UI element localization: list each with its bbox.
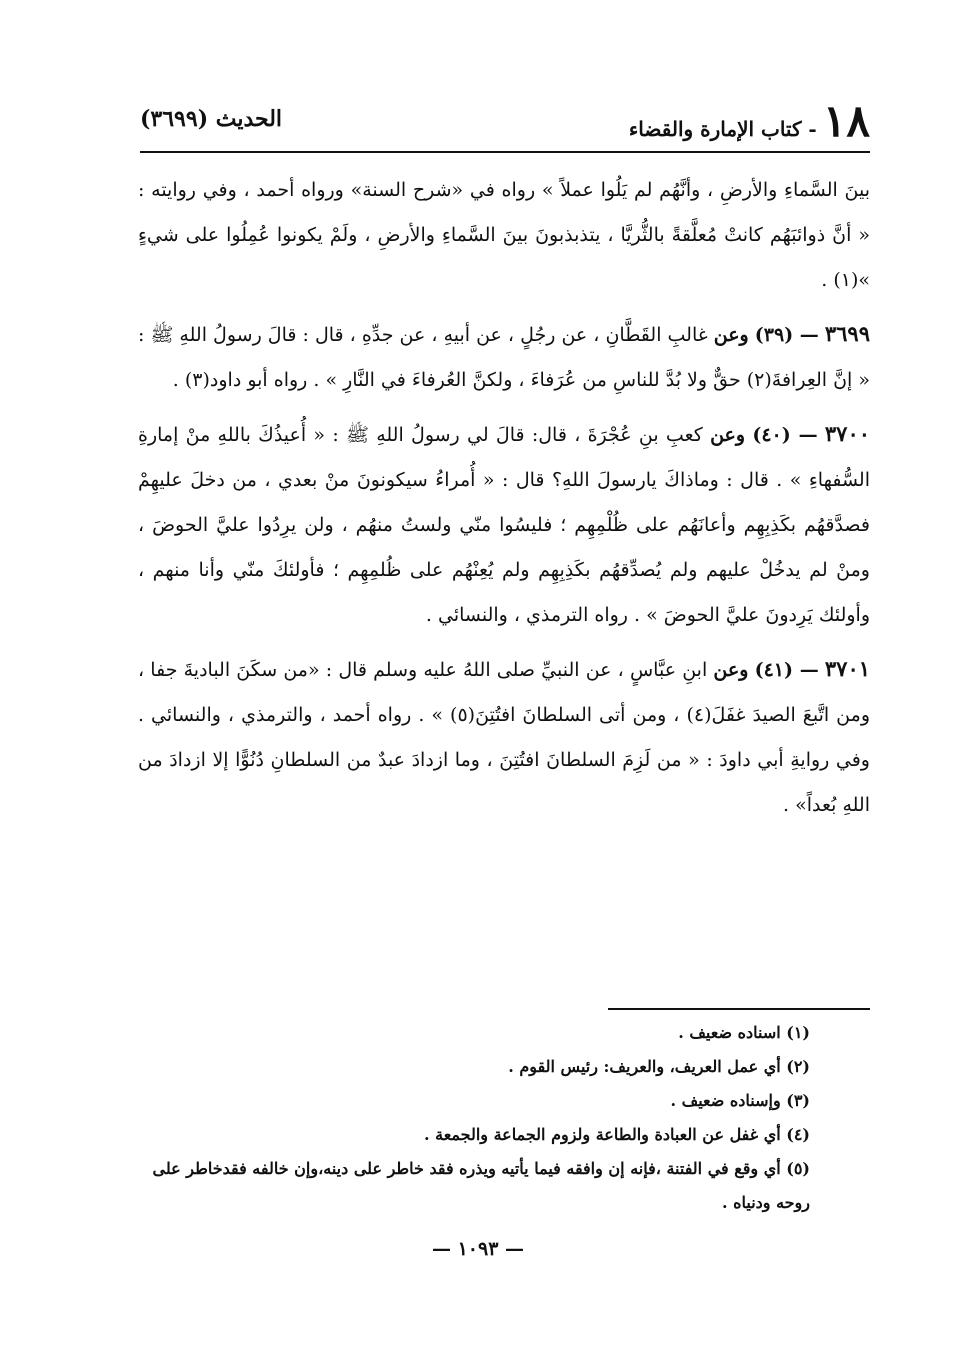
- paragraph-text: غالبِ القَطَّانِ ، عن رجُلٍ ، عن أبيهِ ، عن جدِّهِ ، قال : قالَ رسولُ اللهِ ﷺ : « إنَّ العِرافةَ(٢) حقٌّ ولا بُدَّ للناسِ من عُرَفاءَ ، ولكنَّ العُرفاءَ في النَّارِ » . رواه أبو داود(٣) .: [138, 324, 870, 391]
- footnotes: [120, 1016, 810, 1220]
- paragraph-text: ابنِ عبَّاسٍ ، عن النبيِّ صلى اللهُ عليه وسلم قال : «من سكَنَ الباديةَ جفا ، ومن اتَّبعَ الصيدَ غفَلَ(٤) ، ومن أتى السلطانَ افتُتِنَ(٥) » . رواه أحمد ، والترمذي ، والنسائي . وفي روايةِ أبي داودَ : « من لَزِمَ السلطانَ افتُتِنَ ، وما ازدادَ عبدٌ من السلطانِ دُنُوًّا إلا ازدادَ من اللهِ بُعداً» .: [138, 659, 870, 816]
- hadith-3699: [138, 311, 870, 403]
- running-head: الحديث (٣٦٩٩): [140, 106, 283, 132]
- paragraph-continuation: [138, 168, 870, 303]
- footnote-1: (١) اسناده ضعيف .: [678, 1023, 810, 1042]
- hadith-number: ٣٧٠٠: [824, 421, 871, 446]
- hadith-intro: وعن: [713, 659, 749, 681]
- chapter-title: - كتاب الإمارة والقضاء: [628, 117, 817, 141]
- footnote-4: (٤) أي غفل عن العبادة والطاعة ولزوم الجماعة والجمعة .: [423, 1125, 810, 1144]
- hadith-sequence: — (٤١): [754, 659, 819, 681]
- chapter-number: ١٨: [822, 96, 870, 147]
- hadith-intro: وعن: [710, 424, 746, 446]
- header-rule: [140, 151, 870, 153]
- hadith-3701: [138, 646, 870, 828]
- page-header: [140, 92, 870, 152]
- paragraph-text: كعبِ بنِ عُجْرَةَ ، قال: قالَ لي رسولُ اللهِ ﷺ : « أُعيذُكَ باللهِ منْ إمارةِ السُّفهاءِ » . قال : وماذاكَ يارسولَ اللهِ؟ قال : « أُمراءُ سيكونونَ منْ بعدي ، من دخلَ عليهِمْ فصدَّقهُم بكَذِبِهِم وأعانَهُم على ظُلْمِهِم ؛ فليسُوا منّي ولستُ منهُم ، ولن يرِدُوا عليَّ الحوضَ ، ومنْ لم يدخُلْ عليهم ولم يُصدِّقهُم بكَذِبِهِم ولم يُعِنْهُم على ظُلمِهِم ؛ فأولئكَ منّي وأنا منهم ، وأولئك يَرِدونَ عليَّ الحوضَ » . رواه الترمذي ، والنسائي .: [138, 424, 870, 626]
- paragraph-text: بينَ السَّماءِ والأرضِ ، وأنَّهُم لم يَلُوا عملاً » رواه في «شرح السنة» ورواه أحمد ، وفي روايته : « أنَّ ذوائبَهُم كانتْ مُعلَّقةً بالثُّريَّا ، يتذبذبونَ بينَ السَّماءِ والأرضِ ، ولَمْ يكونوا عُمِلُوا على شيءٍ »(١) .: [138, 179, 870, 291]
- footnote-5: (٥) أي وقع في الفتنة ،فإنه إن وافقه فيما يأتيه ويذره فقد خاطر على دينه،وإن خالفه فقدخاطر على روحه ودنياه .: [152, 1159, 810, 1212]
- hadith-number: ٣٦٩٩: [824, 321, 870, 346]
- footnote-3: (٣) وإسناده ضعيف .: [670, 1091, 810, 1110]
- body-text: [138, 168, 870, 836]
- hadith-sequence: — (٤٠): [752, 424, 818, 446]
- hadith-sequence: — (٣٩): [754, 324, 819, 346]
- footnote-2: (٢) أي عمل العريف، والعريف: رئيس القوم .: [508, 1057, 810, 1076]
- hadith-3700: [138, 411, 870, 638]
- hadith-number: ٣٧٠١: [824, 656, 871, 681]
- hadith-intro: وعن: [713, 324, 749, 346]
- footnote-rule: [608, 1008, 870, 1010]
- chapter-heading: [628, 96, 870, 147]
- page-number: — ١٠٩٣ —: [431, 1238, 525, 1260]
